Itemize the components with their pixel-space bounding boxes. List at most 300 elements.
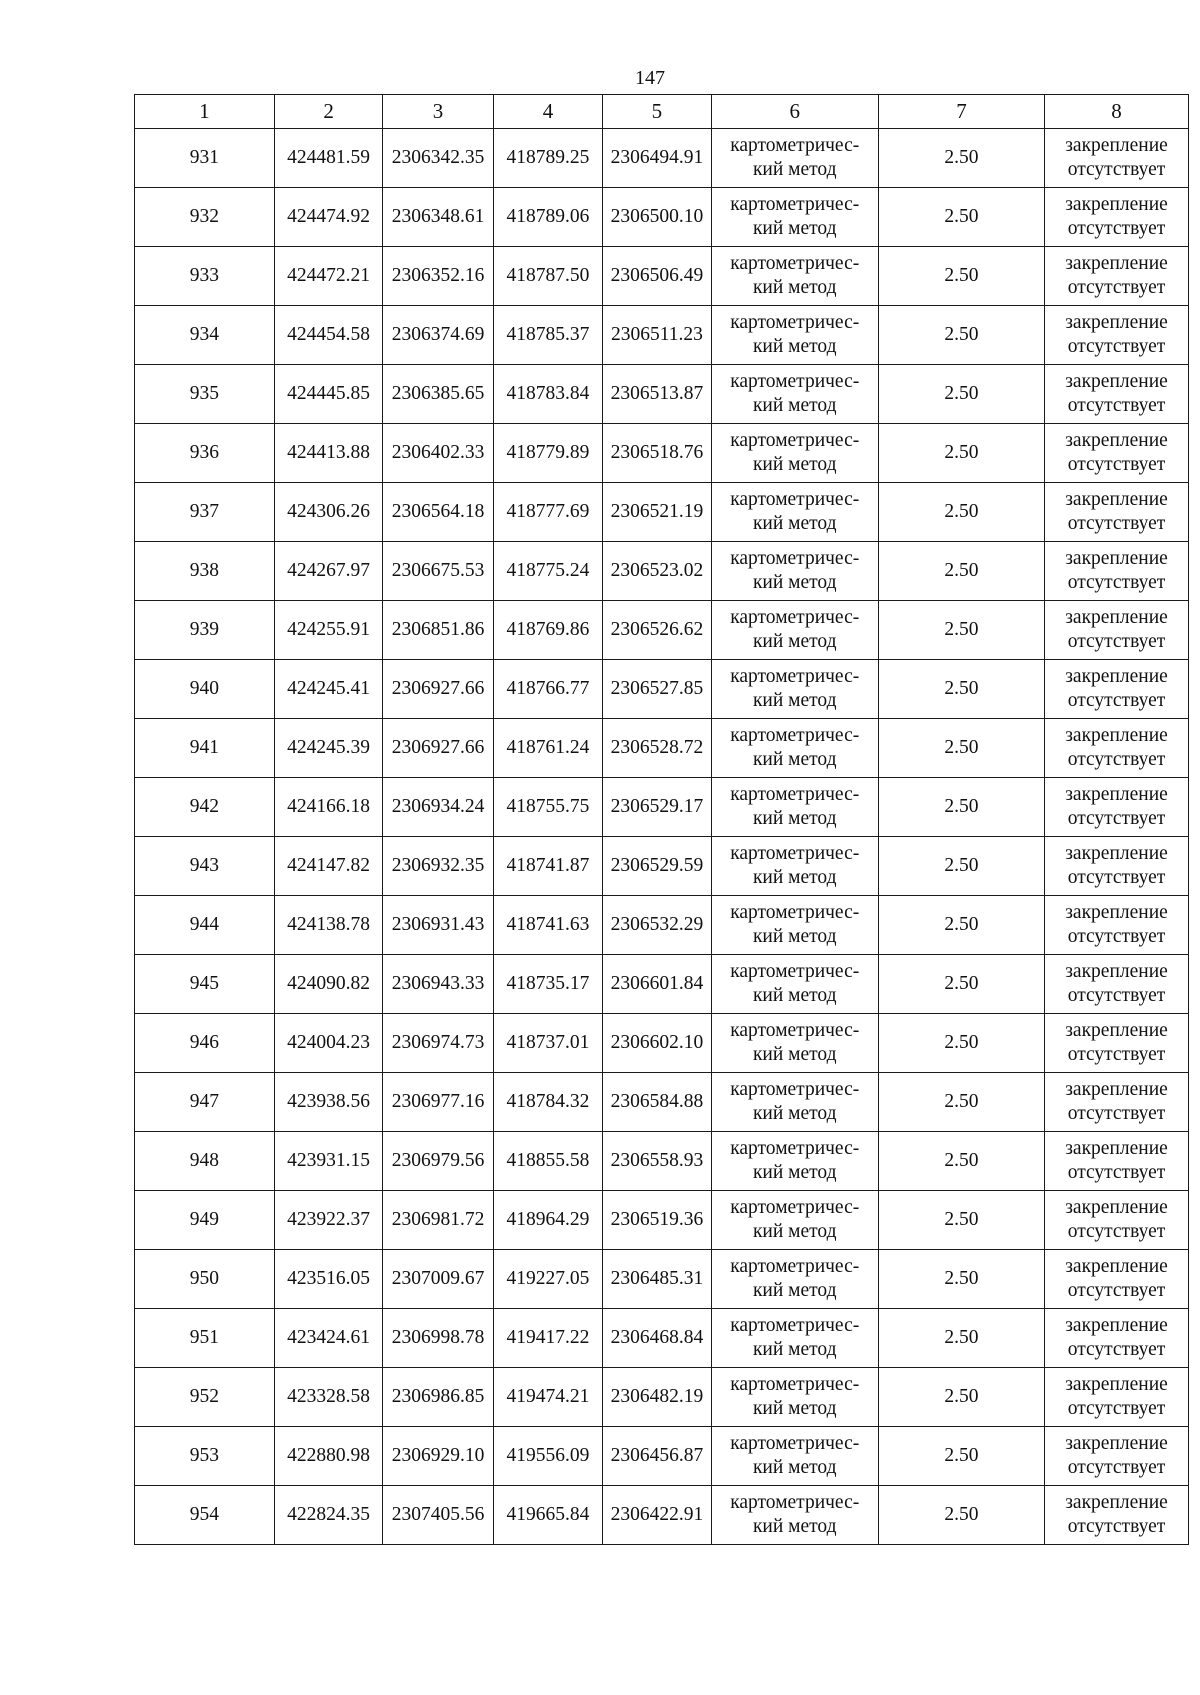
coord-cell: 418769.86 — [493, 601, 602, 660]
column-header: 2 — [274, 95, 382, 129]
point-number-cell: 941 — [135, 719, 275, 778]
coord-cell: 2306511.23 — [603, 306, 711, 365]
coord-cell: 419474.21 — [493, 1368, 602, 1427]
fixing-text: закрепление — [1065, 1315, 1168, 1336]
point-number-cell: 938 — [135, 542, 275, 601]
method-text: картометричес- — [730, 1138, 860, 1159]
point-number-cell: 950 — [135, 1250, 275, 1309]
coord-cell: 2306506.49 — [603, 247, 711, 306]
fixing-cell — [1045, 365, 1189, 424]
coord-cell: 2306974.73 — [383, 1014, 493, 1073]
method-text: кий метод — [752, 395, 837, 416]
method-text: кий метод — [752, 1398, 837, 1419]
column-header: 7 — [878, 95, 1044, 129]
accuracy-cell: 2.50 — [878, 778, 1044, 837]
table-row — [135, 1132, 1189, 1191]
point-number-cell: 935 — [135, 365, 275, 424]
coord-cell: 2307009.67 — [383, 1250, 493, 1309]
table-row — [135, 365, 1189, 424]
fixing-text: отсутствует — [1067, 1457, 1166, 1478]
accuracy-cell: 2.50 — [878, 188, 1044, 247]
table-row — [135, 542, 1189, 601]
fixing-cell — [1045, 896, 1189, 955]
accuracy-cell: 2.50 — [878, 660, 1044, 719]
coord-cell: 2306532.29 — [603, 896, 711, 955]
point-number-cell: 940 — [135, 660, 275, 719]
accuracy-cell: 2.50 — [878, 1309, 1044, 1368]
fixing-text: отсутствует — [1067, 1221, 1166, 1242]
point-number-cell: 946 — [135, 1014, 275, 1073]
coord-cell: 418785.37 — [493, 306, 602, 365]
table-row — [135, 955, 1189, 1014]
coord-cell: 2306564.18 — [383, 483, 493, 542]
method-cell — [711, 1073, 878, 1132]
coord-cell: 424472.21 — [274, 247, 382, 306]
table-row — [135, 1250, 1189, 1309]
method-text: картометричес- — [730, 1374, 860, 1395]
method-text: картометричес- — [730, 666, 860, 687]
coord-cell: 418735.17 — [493, 955, 602, 1014]
coord-cell: 2306927.66 — [383, 660, 493, 719]
coord-cell: 424445.85 — [274, 365, 382, 424]
fixing-text: отсутствует — [1067, 513, 1166, 534]
accuracy-cell: 2.50 — [878, 1132, 1044, 1191]
coord-cell: 418855.58 — [493, 1132, 602, 1191]
accuracy-cell: 2.50 — [878, 306, 1044, 365]
fixing-cell — [1045, 660, 1189, 719]
coord-cell: 419665.84 — [493, 1486, 602, 1545]
fixing-cell — [1045, 306, 1189, 365]
accuracy-cell: 2.50 — [878, 896, 1044, 955]
table-row — [135, 424, 1189, 483]
method-text: кий метод — [752, 631, 837, 652]
coord-cell: 424267.97 — [274, 542, 382, 601]
fixing-text: отсутствует — [1067, 631, 1166, 652]
accuracy-cell: 2.50 — [878, 1427, 1044, 1486]
fixing-text: закрепление — [1065, 194, 1168, 215]
coord-cell: 2306584.88 — [603, 1073, 711, 1132]
coord-cell: 2306342.35 — [383, 129, 493, 188]
point-number-cell: 945 — [135, 955, 275, 1014]
table-row — [135, 129, 1189, 188]
coord-cell: 2306979.56 — [383, 1132, 493, 1191]
fixing-text: закрепление — [1065, 1020, 1168, 1041]
column-header: 1 — [135, 95, 275, 129]
fixing-text: отсутствует — [1067, 277, 1166, 298]
method-cell — [711, 955, 878, 1014]
coord-cell: 423516.05 — [274, 1250, 382, 1309]
method-text: кий метод — [752, 1339, 837, 1360]
column-header: 3 — [383, 95, 493, 129]
fixing-cell — [1045, 955, 1189, 1014]
fixing-text: закрепление — [1065, 1374, 1168, 1395]
coord-cell: 2306422.91 — [603, 1486, 711, 1545]
fixing-text: закрепление — [1065, 607, 1168, 628]
table-row — [135, 1486, 1189, 1545]
method-text: картометричес- — [730, 1433, 860, 1454]
coord-cell: 2306932.35 — [383, 837, 493, 896]
coord-cell: 2306374.69 — [383, 306, 493, 365]
fixing-cell — [1045, 247, 1189, 306]
coord-cell: 2306494.91 — [603, 129, 711, 188]
accuracy-cell: 2.50 — [878, 542, 1044, 601]
coord-cell: 418779.89 — [493, 424, 602, 483]
coord-cell: 424481.59 — [274, 129, 382, 188]
method-text: картометричес- — [730, 1315, 860, 1336]
method-text: картометричес- — [730, 725, 860, 746]
method-cell — [711, 660, 878, 719]
fixing-cell — [1045, 1014, 1189, 1073]
coord-cell: 2306518.76 — [603, 424, 711, 483]
accuracy-cell: 2.50 — [878, 1073, 1044, 1132]
method-text: картометричес- — [730, 784, 860, 805]
coord-cell: 2306348.61 — [383, 188, 493, 247]
table-row — [135, 483, 1189, 542]
fixing-text: закрепление — [1065, 725, 1168, 746]
coord-cell: 418789.25 — [493, 129, 602, 188]
method-text: картометричес- — [730, 961, 860, 982]
accuracy-cell: 2.50 — [878, 1368, 1044, 1427]
method-cell — [711, 542, 878, 601]
method-cell — [711, 188, 878, 247]
fixing-cell — [1045, 778, 1189, 837]
method-text: кий метод — [752, 1280, 837, 1301]
coord-cell: 424413.88 — [274, 424, 382, 483]
coord-cell: 422824.35 — [274, 1486, 382, 1545]
fixing-text: отсутствует — [1067, 1103, 1166, 1124]
table-row — [135, 719, 1189, 778]
coord-cell: 418761.24 — [493, 719, 602, 778]
coord-cell: 2306527.85 — [603, 660, 711, 719]
coord-cell: 423922.37 — [274, 1191, 382, 1250]
coord-cell: 2306523.02 — [603, 542, 711, 601]
accuracy-cell: 2.50 — [878, 837, 1044, 896]
fixing-text: отсутствует — [1067, 1162, 1166, 1183]
coordinates-table — [134, 94, 1189, 1545]
coord-cell: 2306934.24 — [383, 778, 493, 837]
fixing-cell — [1045, 1132, 1189, 1191]
fixing-cell — [1045, 601, 1189, 660]
fixing-text: отсутствует — [1067, 749, 1166, 770]
fixing-text: отсутствует — [1067, 1516, 1166, 1537]
accuracy-cell: 2.50 — [878, 247, 1044, 306]
point-number-cell: 949 — [135, 1191, 275, 1250]
method-cell — [711, 601, 878, 660]
coord-cell: 2306529.17 — [603, 778, 711, 837]
fixing-text: отсутствует — [1067, 336, 1166, 357]
fixing-text: закрепление — [1065, 489, 1168, 510]
table-body — [135, 129, 1189, 1545]
coord-cell: 2306977.16 — [383, 1073, 493, 1132]
fixing-text: закрепление — [1065, 135, 1168, 156]
coord-cell: 2306485.31 — [603, 1250, 711, 1309]
method-cell — [711, 1132, 878, 1191]
method-cell — [711, 1486, 878, 1545]
point-number-cell: 942 — [135, 778, 275, 837]
table-row — [135, 778, 1189, 837]
method-text: картометричес- — [730, 135, 860, 156]
fixing-text: закрепление — [1065, 1197, 1168, 1218]
method-text: картометричес- — [730, 1079, 860, 1100]
method-text: картометричес- — [730, 430, 860, 451]
column-header: 8 — [1045, 95, 1189, 129]
coord-cell: 418783.84 — [493, 365, 602, 424]
fixing-cell — [1045, 1427, 1189, 1486]
page-number: 147 — [635, 67, 665, 89]
method-cell — [711, 483, 878, 542]
coord-cell: 424474.92 — [274, 188, 382, 247]
coord-cell: 424147.82 — [274, 837, 382, 896]
point-number-cell: 932 — [135, 188, 275, 247]
fixing-text: отсутствует — [1067, 690, 1166, 711]
accuracy-cell: 2.50 — [878, 955, 1044, 1014]
coord-cell: 418737.01 — [493, 1014, 602, 1073]
table-row — [135, 1427, 1189, 1486]
fixing-cell — [1045, 1250, 1189, 1309]
method-text: картометричес- — [730, 489, 860, 510]
coord-cell: 2306998.78 — [383, 1309, 493, 1368]
method-text: картометричес- — [730, 1492, 860, 1513]
point-number-cell: 943 — [135, 837, 275, 896]
table-row — [135, 1368, 1189, 1427]
coord-cell: 2306601.84 — [603, 955, 711, 1014]
fixing-text: закрепление — [1065, 548, 1168, 569]
coord-cell: 418775.24 — [493, 542, 602, 601]
accuracy-cell: 2.50 — [878, 1191, 1044, 1250]
method-text: картометричес- — [730, 1197, 860, 1218]
method-text: картометричес- — [730, 843, 860, 864]
fixing-text: отсутствует — [1067, 159, 1166, 180]
table-row — [135, 837, 1189, 896]
method-cell — [711, 129, 878, 188]
fixing-text: отсутствует — [1067, 395, 1166, 416]
fixing-text: отсутствует — [1067, 926, 1166, 947]
fixing-text: закрепление — [1065, 1079, 1168, 1100]
coord-cell: 2306943.33 — [383, 955, 493, 1014]
coord-cell: 2306385.65 — [383, 365, 493, 424]
coord-cell: 424306.26 — [274, 483, 382, 542]
point-number-cell: 954 — [135, 1486, 275, 1545]
coord-cell: 2306519.36 — [603, 1191, 711, 1250]
method-text: картометричес- — [730, 548, 860, 569]
method-text: кий метод — [752, 1516, 837, 1537]
fixing-cell — [1045, 1073, 1189, 1132]
fixing-cell — [1045, 188, 1189, 247]
accuracy-cell: 2.50 — [878, 601, 1044, 660]
method-text: кий метод — [752, 985, 837, 1006]
fixing-text: закрепление — [1065, 253, 1168, 274]
coord-cell: 424004.23 — [274, 1014, 382, 1073]
column-header: 6 — [711, 95, 878, 129]
fixing-text: отсутствует — [1067, 1398, 1166, 1419]
fixing-text: закрепление — [1065, 784, 1168, 805]
coord-cell: 418755.75 — [493, 778, 602, 837]
accuracy-cell: 2.50 — [878, 365, 1044, 424]
table-header — [135, 95, 1189, 129]
method-cell — [711, 778, 878, 837]
method-text: кий метод — [752, 926, 837, 947]
method-text: кий метод — [752, 1162, 837, 1183]
method-text: картометричес- — [730, 312, 860, 333]
coord-cell: 2306402.33 — [383, 424, 493, 483]
coord-cell: 424454.58 — [274, 306, 382, 365]
method-text: кий метод — [752, 1457, 837, 1478]
coord-cell: 418777.69 — [493, 483, 602, 542]
method-cell — [711, 247, 878, 306]
coord-cell: 419417.22 — [493, 1309, 602, 1368]
coord-cell: 424138.78 — [274, 896, 382, 955]
method-text: картометричес- — [730, 1256, 860, 1277]
fixing-text: закрепление — [1065, 1138, 1168, 1159]
coord-cell: 2306529.59 — [603, 837, 711, 896]
point-number-cell: 931 — [135, 129, 275, 188]
fixing-text: закрепление — [1065, 843, 1168, 864]
coord-cell: 423931.15 — [274, 1132, 382, 1191]
coord-cell: 2306931.43 — [383, 896, 493, 955]
coord-cell: 418787.50 — [493, 247, 602, 306]
coord-cell: 424166.18 — [274, 778, 382, 837]
fixing-text: закрепление — [1065, 312, 1168, 333]
fixing-cell — [1045, 1486, 1189, 1545]
coord-cell: 2306526.62 — [603, 601, 711, 660]
fixing-text: отсутствует — [1067, 1339, 1166, 1360]
coord-cell: 424255.91 — [274, 601, 382, 660]
method-text: кий метод — [752, 867, 837, 888]
accuracy-cell: 2.50 — [878, 1014, 1044, 1073]
column-header: 5 — [603, 95, 711, 129]
method-cell — [711, 1309, 878, 1368]
table-row — [135, 601, 1189, 660]
coord-cell: 2306468.84 — [603, 1309, 711, 1368]
coord-cell: 418766.77 — [493, 660, 602, 719]
method-cell — [711, 837, 878, 896]
method-text: кий метод — [752, 749, 837, 770]
point-number-cell: 953 — [135, 1427, 275, 1486]
fixing-text: закрепление — [1065, 1256, 1168, 1277]
method-text: кий метод — [752, 808, 837, 829]
coord-cell: 418964.29 — [493, 1191, 602, 1250]
method-text: кий метод — [752, 159, 837, 180]
method-cell — [711, 424, 878, 483]
fixing-text: закрепление — [1065, 961, 1168, 982]
method-text: кий метод — [752, 1103, 837, 1124]
method-text: картометричес- — [730, 371, 860, 392]
method-text: кий метод — [752, 1221, 837, 1242]
fixing-text: отсутствует — [1067, 572, 1166, 593]
accuracy-cell: 2.50 — [878, 1486, 1044, 1545]
fixing-text: закрепление — [1065, 430, 1168, 451]
fixing-text: закрепление — [1065, 902, 1168, 923]
table-row — [135, 306, 1189, 365]
fixing-text: отсутствует — [1067, 985, 1166, 1006]
coord-cell: 418784.32 — [493, 1073, 602, 1132]
fixing-text: отсутствует — [1067, 1280, 1166, 1301]
method-text: кий метод — [752, 513, 837, 534]
fixing-cell — [1045, 542, 1189, 601]
point-number-cell: 934 — [135, 306, 275, 365]
column-header: 4 — [493, 95, 602, 129]
accuracy-cell: 2.50 — [878, 129, 1044, 188]
accuracy-cell: 2.50 — [878, 424, 1044, 483]
coord-cell: 424245.41 — [274, 660, 382, 719]
method-text: картометричес- — [730, 1020, 860, 1041]
point-number-cell: 936 — [135, 424, 275, 483]
point-number-cell: 951 — [135, 1309, 275, 1368]
method-cell — [711, 719, 878, 778]
accuracy-cell: 2.50 — [878, 483, 1044, 542]
point-number-cell: 952 — [135, 1368, 275, 1427]
coord-cell: 2306981.72 — [383, 1191, 493, 1250]
fixing-cell — [1045, 1191, 1189, 1250]
method-cell — [711, 306, 878, 365]
method-cell — [711, 1191, 878, 1250]
table-row — [135, 1191, 1189, 1250]
coord-cell: 424090.82 — [274, 955, 382, 1014]
coord-cell: 2306456.87 — [603, 1427, 711, 1486]
coord-cell: 2307405.56 — [383, 1486, 493, 1545]
table-row — [135, 660, 1189, 719]
table-row — [135, 1014, 1189, 1073]
coord-cell: 423938.56 — [274, 1073, 382, 1132]
fixing-text: закрепление — [1065, 1433, 1168, 1454]
method-text: кий метод — [752, 218, 837, 239]
coord-cell: 2306986.85 — [383, 1368, 493, 1427]
fixing-cell — [1045, 424, 1189, 483]
fixing-cell — [1045, 1368, 1189, 1427]
fixing-cell — [1045, 719, 1189, 778]
fixing-cell — [1045, 837, 1189, 896]
point-number-cell: 947 — [135, 1073, 275, 1132]
method-text: кий метод — [752, 1044, 837, 1065]
table-row — [135, 1073, 1189, 1132]
coord-cell: 2306352.16 — [383, 247, 493, 306]
header-row — [135, 95, 1189, 129]
coord-cell: 2306851.86 — [383, 601, 493, 660]
method-text: кий метод — [752, 454, 837, 475]
fixing-cell — [1045, 129, 1189, 188]
fixing-text: закрепление — [1065, 1492, 1168, 1513]
coord-cell: 423328.58 — [274, 1368, 382, 1427]
point-number-cell: 944 — [135, 896, 275, 955]
method-text: кий метод — [752, 572, 837, 593]
fixing-text: закрепление — [1065, 371, 1168, 392]
method-cell — [711, 1250, 878, 1309]
point-number-cell: 937 — [135, 483, 275, 542]
coord-cell: 423424.61 — [274, 1309, 382, 1368]
method-cell — [711, 1014, 878, 1073]
fixing-text: отсутствует — [1067, 218, 1166, 239]
accuracy-cell: 2.50 — [878, 719, 1044, 778]
fixing-text: отсутствует — [1067, 867, 1166, 888]
coord-cell: 419556.09 — [493, 1427, 602, 1486]
coord-cell: 2306558.93 — [603, 1132, 711, 1191]
coord-cell: 418741.63 — [493, 896, 602, 955]
method-text: картометричес- — [730, 194, 860, 215]
method-cell — [711, 365, 878, 424]
fixing-text: отсутствует — [1067, 454, 1166, 475]
fixing-cell — [1045, 1309, 1189, 1368]
coord-cell: 2306929.10 — [383, 1427, 493, 1486]
coord-cell: 422880.98 — [274, 1427, 382, 1486]
method-cell — [711, 1368, 878, 1427]
accuracy-cell: 2.50 — [878, 1250, 1044, 1309]
coord-cell: 2306927.66 — [383, 719, 493, 778]
method-cell — [711, 1427, 878, 1486]
method-text: кий метод — [752, 277, 837, 298]
point-number-cell: 939 — [135, 601, 275, 660]
point-number-cell: 933 — [135, 247, 275, 306]
coord-cell: 424245.39 — [274, 719, 382, 778]
